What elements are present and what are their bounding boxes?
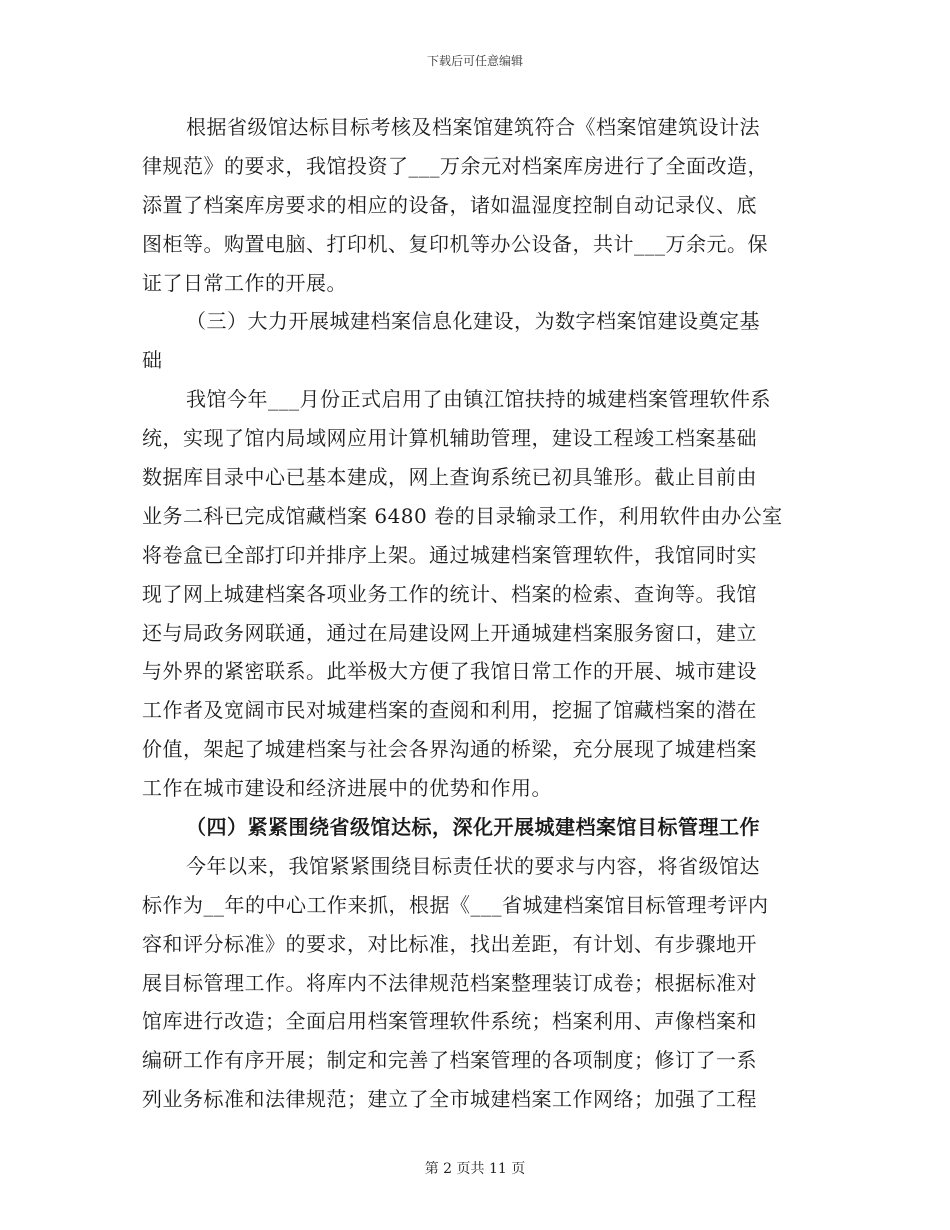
text-line: 将卷盒已全部打印并排序上架。通过城建档案管理软件，我馆同时实 [142, 542, 757, 567]
section-heading-line: （四）紧紧围绕省级馆达标，深化开展城建档案馆目标管理工作 [186, 815, 760, 840]
document-body [142, 108, 804, 1119]
text-line: 标作为__年的中心工作来抓，根据《___省城建档案馆目标管理考评内 [142, 892, 769, 917]
text-line: 现了网上城建档案各项业务工作的统计、档案的检索、查询等。我馆 [142, 581, 757, 606]
text-line: 律规范》的要求，我馆投资了___万余元对档案库房进行了全面改造， [142, 153, 768, 178]
text-line: 容和评分标准》的要求，对比标准，找出差距，有计划、有步骤地开 [142, 931, 757, 956]
text-line: 图柜等。购置电脑、打印机、复印机等办公设备，共计___万余元。保 [142, 231, 768, 256]
text-line: 还与局政务网联通，通过在局建设网上开通城建档案服务窗口，建立 [142, 620, 757, 645]
text-line: 编研工作有序开展；制定和完善了档案管理的各项制度；修订了一系 [142, 1048, 757, 1073]
text-line: 础 [142, 348, 163, 373]
page-header: 下载后可任意编辑 [426, 54, 523, 68]
page-footer: 第 2 页共 11 页 [424, 1161, 526, 1177]
text-line: （三）大力开展城建档案信息化建设，为数字档案馆建设奠定基 [186, 309, 760, 334]
text-line: 展目标管理工作。将库内不法律规范档案整理装订成卷；根据标准对 [142, 970, 757, 995]
text-line: 证了日常工作的开展。 [142, 270, 347, 295]
text-line: 馆库进行改造；全面启用档案管理软件系统；档案利用、声像档案和 [142, 1009, 757, 1034]
text-line: 添置了档案库房要求的相应的设备，诸如温湿度控制自动记录仪、底 [142, 192, 757, 217]
text-line: 列业务标准和法律规范；建立了全市城建档案工作网络；加强了工程 [142, 1087, 757, 1112]
text-line: 根据省级馆达标目标考核及档案馆建筑符合《档案馆建筑设计法 [186, 115, 760, 139]
text-line: 数据库目录中心已基本建成，网上查询系统已初具雏形。截止目前由 [142, 465, 757, 490]
text-line: 今年以来，我馆紧紧围绕目标责任状的要求与内容，将省级馆达 [186, 853, 760, 878]
text-line: 工作者及宽阔市民对城建档案的查阅和利用，挖掘了馆藏档案的潜在 [142, 698, 757, 723]
text-line: 价值，架起了城建档案与社会各界沟通的桥梁，充分展现了城建档案 [142, 737, 757, 762]
text-line: 业务二科已完成馆藏档案 6480 卷的目录输录工作，利用软件由办公室 [142, 503, 783, 528]
text-line: 工作在城市建设和经济进展中的优势和作用。 [142, 776, 552, 801]
text-line: 与外界的紧密联系。此举极大方便了我馆日常工作的开展、城市建设 [142, 659, 757, 684]
text-line: 我馆今年___月份正式启用了由镇江馆扶持的城建档案管理软件系 [186, 387, 771, 412]
text-line: 统，实现了馆内局域网应用计算机辅助管理，建设工程竣工档案基础 [142, 426, 757, 451]
